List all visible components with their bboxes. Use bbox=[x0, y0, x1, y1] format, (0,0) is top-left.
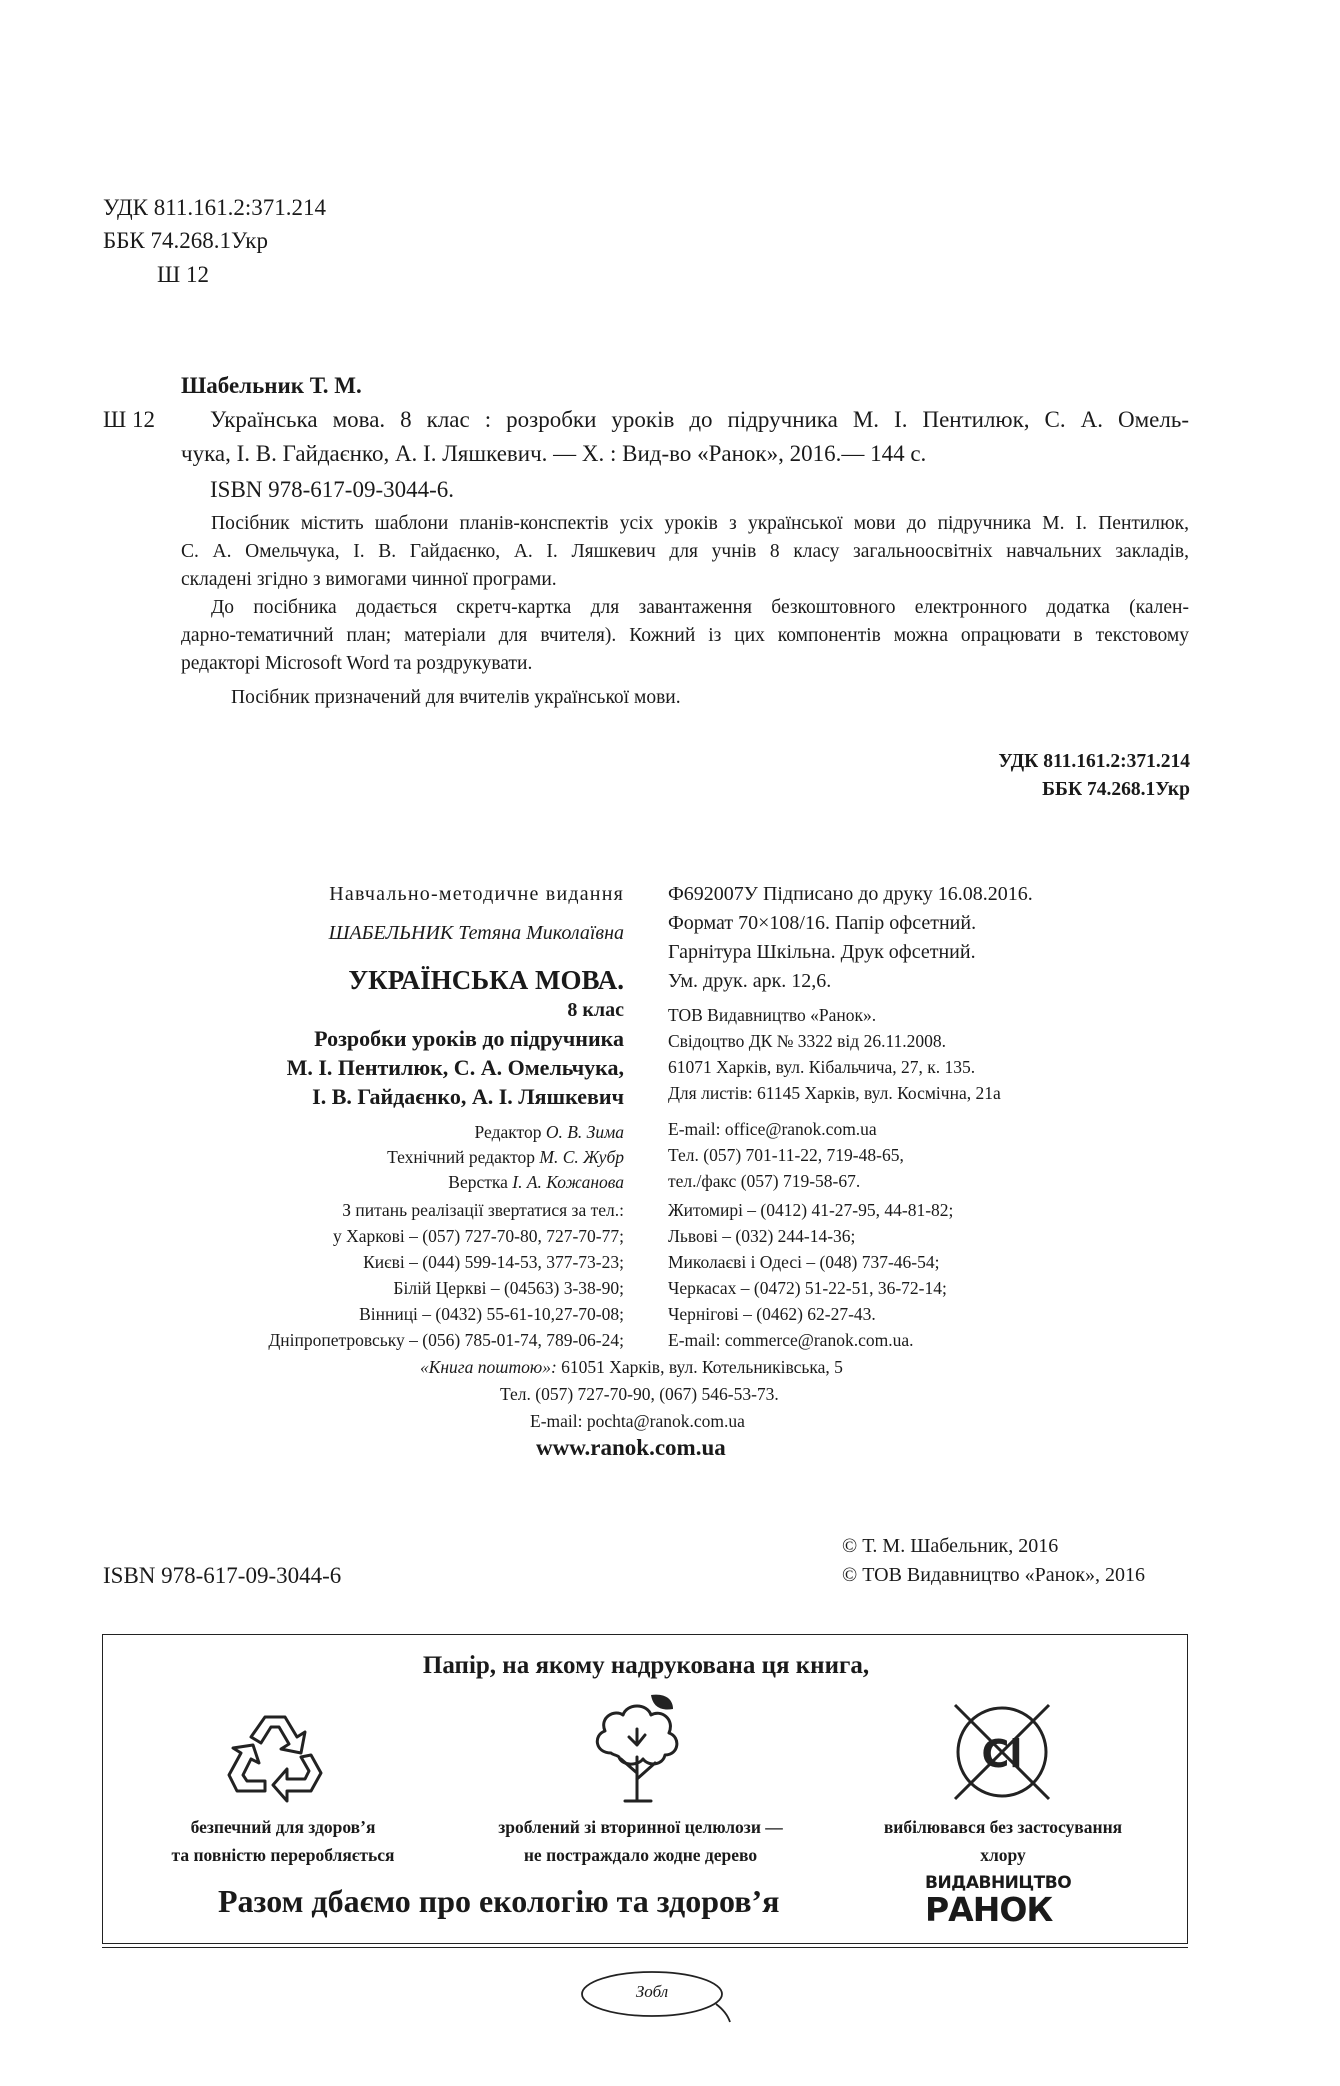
bbk-code: ББК 74.268.1Укр bbox=[103, 228, 268, 253]
catalog-title-line-2: чука, І. В. Гайдаєнко, А. І. Ляшкевич. — Х. : Вид-во «Ранок», 2016.— 144 с. bbox=[181, 441, 927, 466]
book-title: УКРАЇНСЬКА МОВА. bbox=[348, 965, 624, 995]
mail-order-label: «Книга поштою»: bbox=[420, 1357, 557, 1377]
eco-caption-2 bbox=[458, 1813, 823, 1869]
publisher-line: Свідоцтво ДК № 3322 від 26.11.2008. bbox=[668, 1031, 947, 1051]
eco-caption-line: зроблений зі вторинної целюлози — bbox=[498, 1817, 783, 1837]
sales-line: у Харкові – (057) 727-70-80, 727-70-77; bbox=[333, 1226, 624, 1246]
website-link[interactable]: www.ranok.com.ua bbox=[536, 1435, 726, 1460]
annotation bbox=[181, 510, 1189, 712]
contact-line: E-mail: office@ranok.com.ua bbox=[668, 1119, 877, 1139]
catalog-title-line-1: Українська мова. 8 клас : розробки уроків до підручника М. І. Пентилюк, С. А. Омель- bbox=[210, 407, 1189, 432]
copyright-author: © Т. М. Шабельник, 2016 bbox=[842, 1535, 1059, 1557]
tree-icon bbox=[581, 1693, 701, 1808]
sales-line: Дніпропетровську – (056) 785-01-74, 789-06-24; bbox=[268, 1330, 624, 1350]
contact-line: тел./факс (057) 719-58-67. bbox=[668, 1171, 861, 1191]
print-line: Ум. друк. арк. 12,6. bbox=[668, 970, 832, 992]
sales-line: З питань реалізації звертатися за тел.: bbox=[342, 1200, 624, 1220]
layout-name: І. А. Кожанова bbox=[512, 1172, 624, 1192]
catalog-author: Шабельник Т. М. bbox=[181, 373, 362, 398]
publisher-logo bbox=[925, 1873, 1075, 1927]
mail-order-phone: Тел. (057) 727-70-90, (067) 546-53-73. bbox=[500, 1384, 779, 1404]
annotation-line: Посібник призначений для вчителів української мови. bbox=[231, 687, 681, 708]
eco-caption-3 bbox=[838, 1813, 1168, 1869]
subtitle-line: І. В. Гайдаєнко, А. І. Ляшкевич bbox=[312, 1084, 624, 1109]
publisher-line: Для листів: 61145 Харків, вул. Космічна, 21а bbox=[668, 1083, 1001, 1103]
sales-line: Білій Церкві – (04563) 3-38-90; bbox=[393, 1278, 624, 1298]
city-line: Львові – (032) 244-14-36; bbox=[668, 1226, 856, 1246]
city-line: Житомирі – (0412) 41-27-95, 44-81-82; bbox=[668, 1200, 954, 1220]
publisher-line: 61071 Харків, вул. Кібальчича, 27, к. 135. bbox=[668, 1057, 976, 1077]
logo-line-small: ВИДАВНИЦТВО bbox=[925, 1873, 1072, 1893]
no-chlorine-icon bbox=[949, 1699, 1055, 1805]
catalog-isbn: ISBN 978-617-09-3044-6. bbox=[210, 477, 455, 502]
editor-name: О. В. Зима bbox=[545, 1122, 624, 1142]
tech-editor-label: Технічний редактор bbox=[387, 1147, 540, 1167]
mail-order-address: 61051 Харків, вул. Котельниківська, 5 bbox=[556, 1357, 843, 1377]
city-line: Чернігові – (0462) 62-27-43. bbox=[668, 1304, 876, 1324]
publisher-line: ТОВ Видавництво «Ранок». bbox=[668, 1005, 877, 1025]
grade: 8 клас bbox=[567, 999, 624, 1021]
print-line: Ф692007У Підписано до друку 16.08.2016. bbox=[668, 883, 1033, 905]
eco-caption-line: безпечний для здоров’я bbox=[190, 1817, 376, 1837]
eco-caption-line: хлору bbox=[980, 1845, 1026, 1865]
shelf-code: Ш 12 bbox=[157, 262, 209, 287]
eco-slogan: Разом дбаємо про екологію та здоров’я bbox=[218, 1883, 780, 1919]
eco-heading: Папір, на якому надрукована ця книга, bbox=[422, 1652, 870, 1679]
eco-caption-1 bbox=[123, 1813, 443, 1869]
city-line: Миколаєві і Одесі – (048) 737-46-54; bbox=[668, 1252, 940, 1272]
annotation-line: редакторі Microsoft Word та роздрукувати. bbox=[181, 653, 533, 674]
eco-info-box bbox=[102, 1634, 1188, 1944]
sales-line: Вінниці – (0432) 55-61-10,27-70-08; bbox=[359, 1304, 624, 1324]
mail-order-line bbox=[420, 1355, 843, 1380]
city-line: Черкасах – (0472) 51-22-51, 36-72-14; bbox=[668, 1278, 947, 1298]
logo-line-large: РАНОК bbox=[925, 1890, 1053, 1929]
annotation-line: С. А. Омельчука, І. В. Гайдаєнко, А. І. Ляшкевич для учнів 8 класу загальноосвітніх навчальних закладів, bbox=[181, 541, 1189, 562]
tech-editor-name: М. С. Жубр bbox=[539, 1147, 624, 1167]
subtitle-line: Розробки уроків до підручника bbox=[314, 1026, 624, 1051]
contact-line: Тел. (057) 701-11-22, 719-48-65, bbox=[668, 1145, 904, 1165]
print-line: Гарнітура Шкільна. Друк офсетний. bbox=[668, 941, 976, 963]
annotation-line: До посібника додається скретч-картка для завантаження безкоштовного електронного додатка (кален- bbox=[211, 597, 1189, 618]
sales-line: Києві – (044) 599-14-53, 377-73-23; bbox=[363, 1252, 624, 1272]
annotation-line: складені згідно з вимогами чинної програми. bbox=[181, 569, 557, 590]
print-line: Формат 70×108/16. Папір офсетний. bbox=[668, 912, 977, 934]
bbk-right: ББК 74.268.1Укр bbox=[1042, 779, 1190, 800]
svg-text:Cl: Cl bbox=[981, 1732, 1023, 1776]
udk-code: УДК 811.161.2:371.214 bbox=[103, 195, 327, 220]
eco-caption-line: вибілювався без застосування bbox=[883, 1817, 1123, 1837]
author-full: ШАБЕЛЬНИК Тетяна Миколаївна bbox=[328, 922, 624, 944]
editor-credit bbox=[475, 1120, 624, 1145]
editor-label: Редактор bbox=[474, 1122, 546, 1142]
annotation-line: Посібник містить шаблони планів-конспектів усіх уроків з української мови до підручника М. І. Пентилюк, bbox=[211, 513, 1189, 534]
annotation-line: дарно-тематичний план; матеріали для вчителя). Кожний із цих компонентів можна опрацювати в текстовому bbox=[181, 625, 1189, 646]
tech-editor-credit bbox=[387, 1145, 624, 1170]
catalog-shelf-code: Ш 12 bbox=[103, 407, 155, 432]
footer-isbn: ISBN 978-617-09-3044-6 bbox=[103, 1563, 342, 1588]
edition-type: Навчально-методичне видання bbox=[329, 883, 624, 905]
udk-right: УДК 811.161.2:371.214 bbox=[998, 751, 1190, 772]
recycle-icon bbox=[225, 1705, 335, 1805]
copyright-publisher: © ТОВ Видавництво «Ранок», 2016 bbox=[842, 1564, 1146, 1586]
layout-credit bbox=[448, 1170, 624, 1195]
city-line: E-mail: commerce@ranok.com.ua. bbox=[668, 1330, 914, 1350]
eco-caption-line: та повністю переробляється bbox=[171, 1845, 395, 1865]
stamp-text: Зобл bbox=[635, 1982, 669, 2001]
mail-order-email: E-mail: pochta@ranok.com.ua bbox=[530, 1411, 745, 1431]
subtitle-line: М. І. Пентилюк, С. А. Омельчука, bbox=[286, 1055, 624, 1080]
eco-caption-line: не постраждало жодне дерево bbox=[523, 1845, 758, 1865]
layout-label: Верстка bbox=[448, 1172, 513, 1192]
